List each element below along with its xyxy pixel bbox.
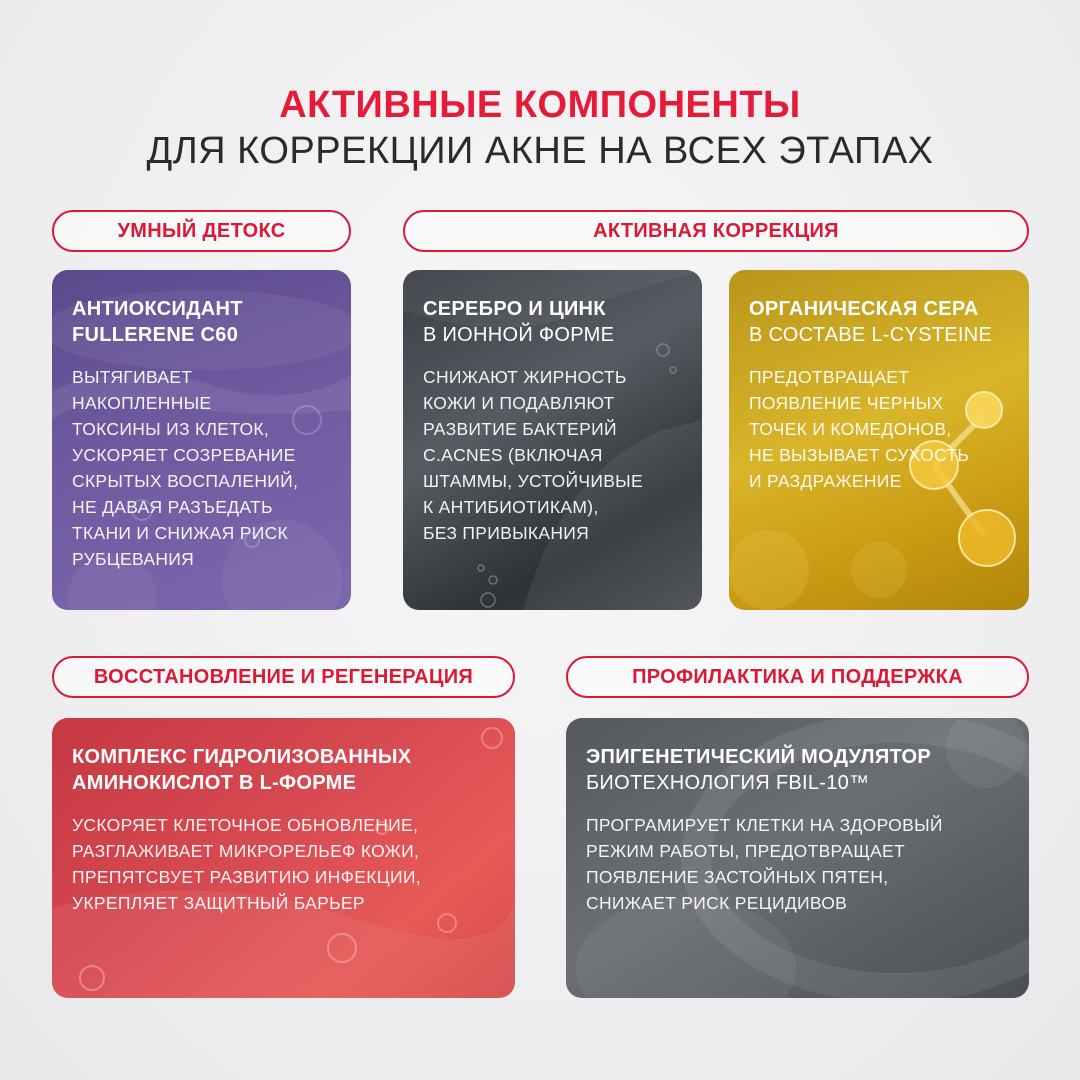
card-subtitle: В СОСТАВЕ L-CYSTEINE — [749, 324, 993, 346]
title-main: АКТИВНЫЕ КОМПОНЕНТЫ — [279, 84, 801, 126]
card-subtitle: БИОТЕХНОЛОГИЯ FBIL-10™ — [586, 772, 870, 794]
section-label-correction: АКТИВНАЯ КОРРЕКЦИЯ — [403, 210, 1029, 252]
card-silver-zinc — [403, 270, 702, 610]
section-label-prevention: ПРОФИЛАКТИКА И ПОДДЕРЖКА — [566, 656, 1029, 698]
section-label-detox: УМНЫЙ ДЕТОКС — [52, 210, 351, 252]
card-body: ПРЕДОТВРАЩАЕТ ПОЯВЛЕНИЕ ЧЕРНЫХ ТОЧЕК И КОМЕДОНОВ, НЕ ВЫЗЫВАЕТ СУХОСТЬ И РАЗДРАЖЕНИЕ — [749, 367, 970, 491]
card-body: УСКОРЯЕТ КЛЕТОЧНОЕ ОБНОВЛЕНИЕ, РАЗГЛАЖИВАЕТ МИКРОРЕЛЬЕФ КОЖИ, ПРЕПЯТСВУЕТ РАЗВИТИЮ ИНФЕКЦИИ, УКРЕПЛЯЕТ ЗАЩИТНЫЙ БАРЬЕР — [72, 815, 421, 913]
card-epigenetic-modulator — [566, 718, 1029, 998]
card-fullerene — [52, 270, 351, 610]
card-title: АНТИОКСИДАНТ FULLERENE C60 — [72, 298, 243, 346]
card-body: ВЫТЯГИВАЕТ НАКОПЛЕННЫЕ ТОКСИНЫ ИЗ КЛЕТОК, УСКОРЯЕТ СОЗРЕВАНИЕ СКРЫТЫХ ВОСПАЛЕНИЙ, НЕ ДАВАЯ РАЗЪЕДАТЬ ТКАНИ И СНИЖАЯ РИСК РУБЦЕВАНИЯ — [72, 367, 299, 569]
card-title: ОРГАНИЧЕСКАЯ СЕРА — [749, 298, 979, 320]
page-title — [0, 82, 1080, 174]
card-body: ПРОГРАМИРУЕТ КЛЕТКИ НА ЗДОРОВЫЙ РЕЖИМ РАБОТЫ, ПРЕДОТВРАЩАЕТ ПОЯВЛЕНИЕ ЗАСТОЙНЫХ ПЯТЕН, СНИЖАЕТ РИСК РЕЦИДИВОВ — [586, 815, 943, 913]
card-organic-sulfur — [729, 270, 1029, 610]
card-title: ЭПИГЕНЕТИЧЕСКИЙ МОДУЛЯТОР — [586, 746, 932, 768]
title-subtitle: ДЛЯ КОРРЕКЦИИ АКНЕ НА ВСЕХ ЭТАПАХ — [146, 130, 934, 172]
card-body: СНИЖАЮТ ЖИРНОСТЬ КОЖИ И ПОДАВЛЯЮТ РАЗВИТИЕ БАКТЕРИЙ C.ACNES (ВКЛЮЧАЯ ШТАММЫ, УСТОЙЧИВЫЕ К АНТИБИОТИКАМ), БЕЗ ПРИВЫКАНИЯ — [423, 367, 643, 543]
card-subtitle: В ИОННОЙ ФОРМЕ — [423, 324, 615, 346]
card-title: КОМПЛЕКС ГИДРОЛИЗОВАННЫХ АМИНОКИСЛОТ В L-ФОРМЕ — [72, 746, 412, 794]
section-label-regeneration: ВОССТАНОВЛЕНИЕ И РЕГЕНЕРАЦИЯ — [52, 656, 515, 698]
card-title: СЕРЕБРО И ЦИНК — [423, 298, 606, 320]
card-amino-acids — [52, 718, 515, 998]
